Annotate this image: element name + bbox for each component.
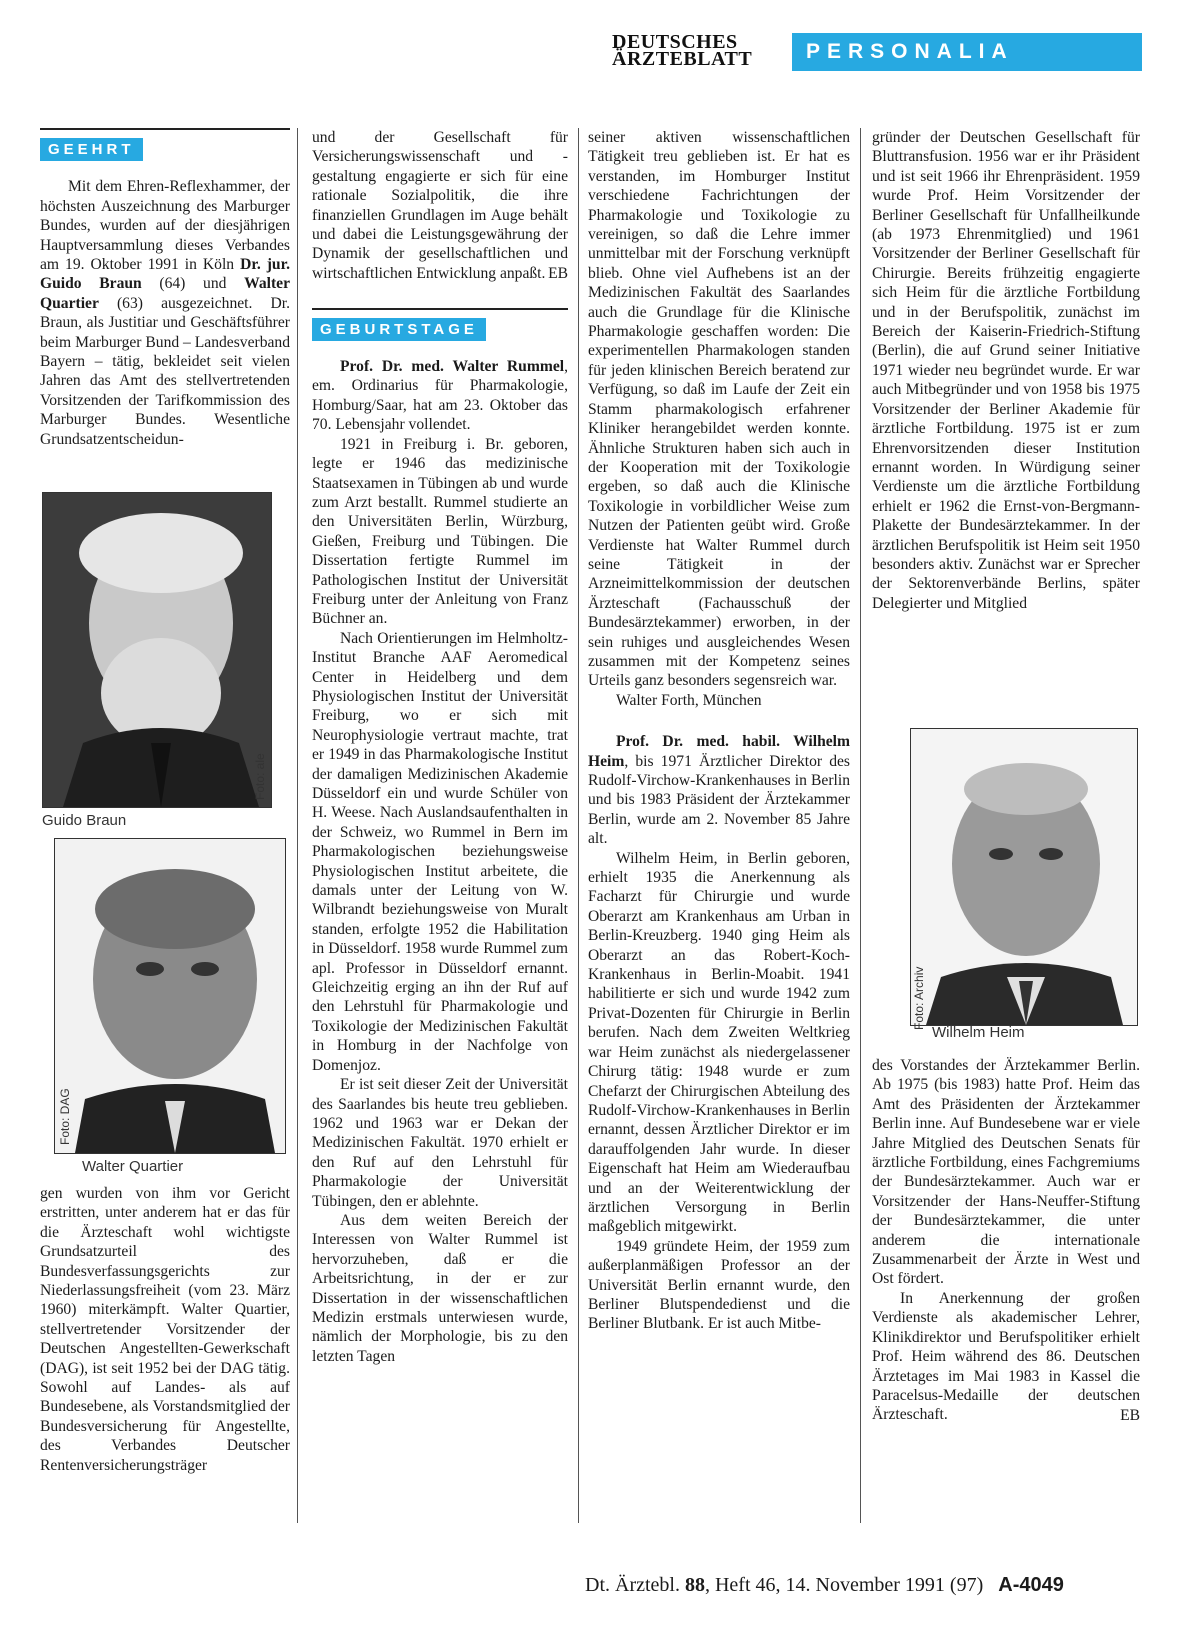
column-rule	[860, 128, 861, 1523]
photo-guido-braun	[42, 492, 272, 808]
paragraph: und der Gesellschaft für Versicherungswissenschaft und -gestaltung engagierte er sich für eine rationale Sozialpolitik, die ihre finanziellen Grundlagen im Auge behält und dabei die Leistungsgewährung der Dynamik der gesellschaftlichen und wirtschaftlichen Entwicklung anpaßt.	[312, 129, 568, 282]
paragraph: seiner aktiven wissenschaftlichen Tätigkeit treu geblieben ist. Er hat es verstanden, im Homburger Institut verschiedene Fachrichtungen der Pharmakologie und Toxikologie zu vereinigen, so daß die Lehre immer unmittelbar mit der Forschung verknüpft blieb. Ohne viel Aufhebens ist an der Medizinischen Fakultät des Saarlandes auch die Grundlage für die Klinische Pharmakologie geschaffen worden: Die experimentellen Pharmakologen standen für jeden klinischen Bereich beratend zur Verfügung, so daß im Laufe der Zeit ein Stamm pharmakologisch erfahrener Kliniker herangebildet werden konnte. Ähnliche Strukturen haben sich auch in der Kooperation mit der Toxikologie ergeben, so daß auch die Klinische Toxikologie in vorbildlicher Weise zum Nutzen der Patienten geübt wird. Große Verdienste hat Walter Rummel durch seine Tätigkeit in der Arzneimittelkommission der deutschen Ärzteschaft (Fachausschuß der Bundesärztekammer) erworben, in der sein ruhiges und ausgleichendes Wesen zusammen mit der Kompetenz seines Urteils ganz besonders segensreich war.	[588, 129, 850, 690]
rule	[40, 128, 290, 130]
paragraph: Er ist seit dieser Zeit der Universität des Saarlandes bis heute treu geblieben. 1962 und 1963 war er Dekan der Medizinischen Fakultät. 1970 erhielt er den Ruf auf den Lehrstuhl für Pharmakologie der Universität Tübingen, den er ablehnte.	[312, 1076, 568, 1210]
paragraph: 1949 gründete Heim, der 1959 zum außerplanmäßigen Professor an der Universität Berlin ernannt wurde, den Berliner Blutspendedienst und die Berliner Blutbank. Er ist auch Mitbe-	[588, 1237, 850, 1333]
page-footer	[585, 1574, 1145, 1597]
paragraph: Nach Orientierungen im Helmholtz-Institut Branche AAF Aeromedical Center in Heidelberg und dem Physiologischen Institut der Universität Freiburg, wo er sich mit Neurophysiologie vertraut machte, trat er 1949 in das Pharmakologische Institut der damaligen Medizinischen Akademie Düsseldorf ein und wurde Schüler von H. Weese. Nach Auslandsaufenthalten in der Schweiz, wo Rummel in Bern im Pharmakologischen beziehungsweise Physiologischen Institut arbeitete, die damals unter der Leitung von W. Wilbrandt beziehungsweise von Muralt standen, erfolgte 1952 die Habilitation in Düsseldorf. 1958 wurde Rummel zum apl. Professor in Düsseldorf ernannt. Gleichzeitig erging an ihn der Ruf auf den Lehrstuhl für Pharmakologie und Toxikologie der Medizinischen Fakultät in Homburg in der Nachfolge von Domenjoz.	[312, 629, 568, 1074]
column-2	[312, 128, 568, 1366]
signature: EB	[548, 265, 568, 283]
paragraph: Prof. Dr. med. habil. Wilhelm Heim, bis 1971 Ärztlicher Direktor des Rudolf-Virchow-Krankenhauses in Berlin und bis 1983 Präsident der Ärztekammer Berlin, wurde am 2. November 85 Jahre alt.	[588, 733, 850, 848]
photo-wilhelm-heim	[910, 728, 1138, 1026]
photo-credit: Foto: Archiv	[912, 966, 926, 1030]
photo-caption: Wilhelm Heim	[932, 1024, 1025, 1041]
column-1	[40, 128, 290, 449]
paragraph: Wilhelm Heim, in Berlin geboren, erhielt 1935 die Anerkennung als Facharzt für Chirurgie und wurde Oberarzt am Krankenhaus am Urban in Berlin-Kreuzberg. 1940 ging Heim als Oberarzt an das Robert-Koch-Krankenhaus in Berlin-Moabit. 1941 habilitierte er sich und wurde 1942 zum Privat-Dozenten für Chirurgie in Berlin berufen. Nach dem Zweiten Weltkrieg war Heim zunächst als niedergelassener Chirurg tätig: 1948 wurde er zum Chefarzt der Chirurgischen Abteilung des Rudolf-Virchow-Krankenhauses in Berlin ernannt, dessen Ärztlicher Direktor er im darauffolgenden Jahr wurde. In dieser Eigenschaft hat Heim am Wiederaufbau und an der Weiterentwicklung der ärztlichen Versorgung in Berlin maßgeblich mitgewirkt.	[588, 849, 850, 1236]
column-rule	[578, 128, 579, 1523]
rubric-geburtstage: GEBURTSTAGE	[312, 318, 486, 341]
page-number: A-4049	[998, 1574, 1064, 1596]
photo-credit: Foto: ale	[253, 753, 267, 800]
column-rule	[297, 128, 298, 1523]
author-signature: Walter Forth, München	[616, 691, 762, 709]
paragraph: 1921 in Freiburg i. Br. geboren, legte er 1946 das medizinische Staatsexamen in Tübingen ab und wurde zum Arzt bestallt. Rummel studierte an den Universitäten Berlin, Würzburg, Gießen, Freiburg und Tübingen. Die Dissertation fertigte Rummel im Pathologischen Institut der Universität Freiburg unter der Anleitung von Franz Büchner an.	[312, 435, 568, 628]
paragraph: gen wurden von ihm vor Gericht erstritten, unter anderem hat er das für die Ärzteschaft wohl wichtigste Grundsatzurteil des Bundesverfassungsgerichts zur Niederlassungsfreiheit (vom 23. März 1960) miterkämpft. Walter Quartier, stellvertretender Vorsitzender der Deutschen Angestellten-Gewerkschaft (DAG), ist seit 1952 bei der DAG tätig. Sowohl auf Landes- als auf Bundesebene, als Vorstandsmitglied der Bundesversicherung für Angestellte, des Verbandes Deutscher Rentenversicherungsträger	[40, 1185, 290, 1474]
photo-caption: Walter Quartier	[82, 1158, 184, 1175]
section-banner: PERSONALIA	[792, 33, 1142, 71]
masthead-line1: DEUTSCHES	[612, 31, 738, 53]
paragraph: gründer der Deutschen Gesellschaft für Bluttransfusion. 1956 war er ihr Präsident und ist seit 1966 ihr Ehrenpräsident. 1959 wurde Prof. Heim Vorsitzender der Berliner Gesellschaft für Unfallheilkunde (ab 1973 Ehrenmitglied) und 1961 Vorsitzender der Berliner Gesellschaft für Chirurgie. Bereits frühzeitig engagierte sich Heim für die ärztliche Fortbildung und in der Berufspolitik, zunächst im Bereich der Kaiserin-Friedrich-Stiftung (Berlin), die auf Grund seiner Initiative 1971 wieder neu begründet wurde. Er war auch Mitbegründer und von 1958 bis 1975 Vorsitzender der Berliner Akademie für ärztliche Fortbildung. 1975 ist er zum Ehrenvorsitzenden dieser Institution ernannt worden. In Würdigung seiner Verdienste um die ärztliche Fortbildung erhielt er 1962 die Ernst-von-Bergmann-Plakette der Bundesärztekammer. In der ärztlichen Berufspolitik ist Heim seit 1950 besonders aktiv. Zunächst war er Sprecher der Sektorenverbände Berlins, später Delegierter und Mitglied	[872, 129, 1140, 612]
paragraph: In Anerkennung der großen Verdienste als akademischer Lehrer, Klinikdirektor und Berufspolitiker erhielt Prof. Heim während des 86. Deutschen Ärztetages im Mai 1983 in Kassel die Paracelsus-Medaille der deutschen Ärzteschaft.	[872, 1289, 1140, 1424]
volume: 88	[684, 1574, 705, 1596]
signature: EB	[1120, 1406, 1140, 1424]
rule	[312, 308, 568, 310]
column-3	[588, 128, 850, 1334]
paragraph: des Vorstandes der Ärztekammer Berlin. Ab 1975 (bis 1983) hatte Prof. Heim das Amt des Präsidenten der Ärztekammer Berlin inne. Auf Bundesebene war er viele Jahre Mitglied des Deutschen Senats für ärztliche Fortbildung, eines Fachgremiums der Bundesärztekammer. Auch war er Vorsitzender der Hans-Neuffer-Stiftung der Bundesärztekammer, die unter anderem die internationale Zusammenarbeit der Ärzte in West und Ost fördert.	[872, 1057, 1140, 1288]
paragraph: Mit dem Ehren-Reflexhammer, der höchsten Auszeichnung des Marburger Bundes, wurden auf der diesjährigen Hauptversammlung dieses Verbandes am 19. Oktober 1991 in Köln Dr. jur. Guido Braun (64) und Walter Quartier (63) ausgezeichnet. Dr. Braun, als Justitiar und Geschäftsführer beim Marburger Bund – Landesverband Bayern – tätig, bekleidet seit vielen Jahren das Amt des stellvertretenden Vorsitzenden der Tarifkommission des Marburger Bundes. Wesentliche Grundsatzentscheidun-	[40, 178, 291, 448]
photo-caption: Guido Braun	[42, 812, 127, 829]
journal-name: Dt. Ärztebl.	[585, 1574, 680, 1596]
column-4-continued	[872, 1056, 1140, 1425]
paragraph: Prof. Dr. med. Walter Rummel, em. Ordinarius für Pharmakologie, Homburg/Saar, hat am 23. Oktober das 70. Lebensjahr vollendet.	[312, 358, 568, 434]
paragraph: Aus dem weiten Bereich der Interessen von Walter Rummel ist hervorzuheben, daß er die Arbeitsrichtung, in der er zur Dissertation in der wissenschaftlichen Medizin erstmals unterwiesen wurde, nämlich der Morphologie, bis zu den letzten Tagen	[312, 1211, 568, 1365]
column-4	[872, 128, 1140, 613]
rubric-geehrt: GEEHRT	[40, 138, 143, 161]
masthead-line2: ÄRZTEBLATT	[612, 48, 753, 70]
column-1-continued	[40, 1184, 290, 1475]
photo-walter-quartier	[54, 838, 286, 1154]
photo-credit: Foto: DAG	[58, 1088, 72, 1145]
masthead-logo	[612, 31, 753, 70]
issue-info: , Heft 46, 14. November 1991 (97)	[704, 1574, 984, 1596]
